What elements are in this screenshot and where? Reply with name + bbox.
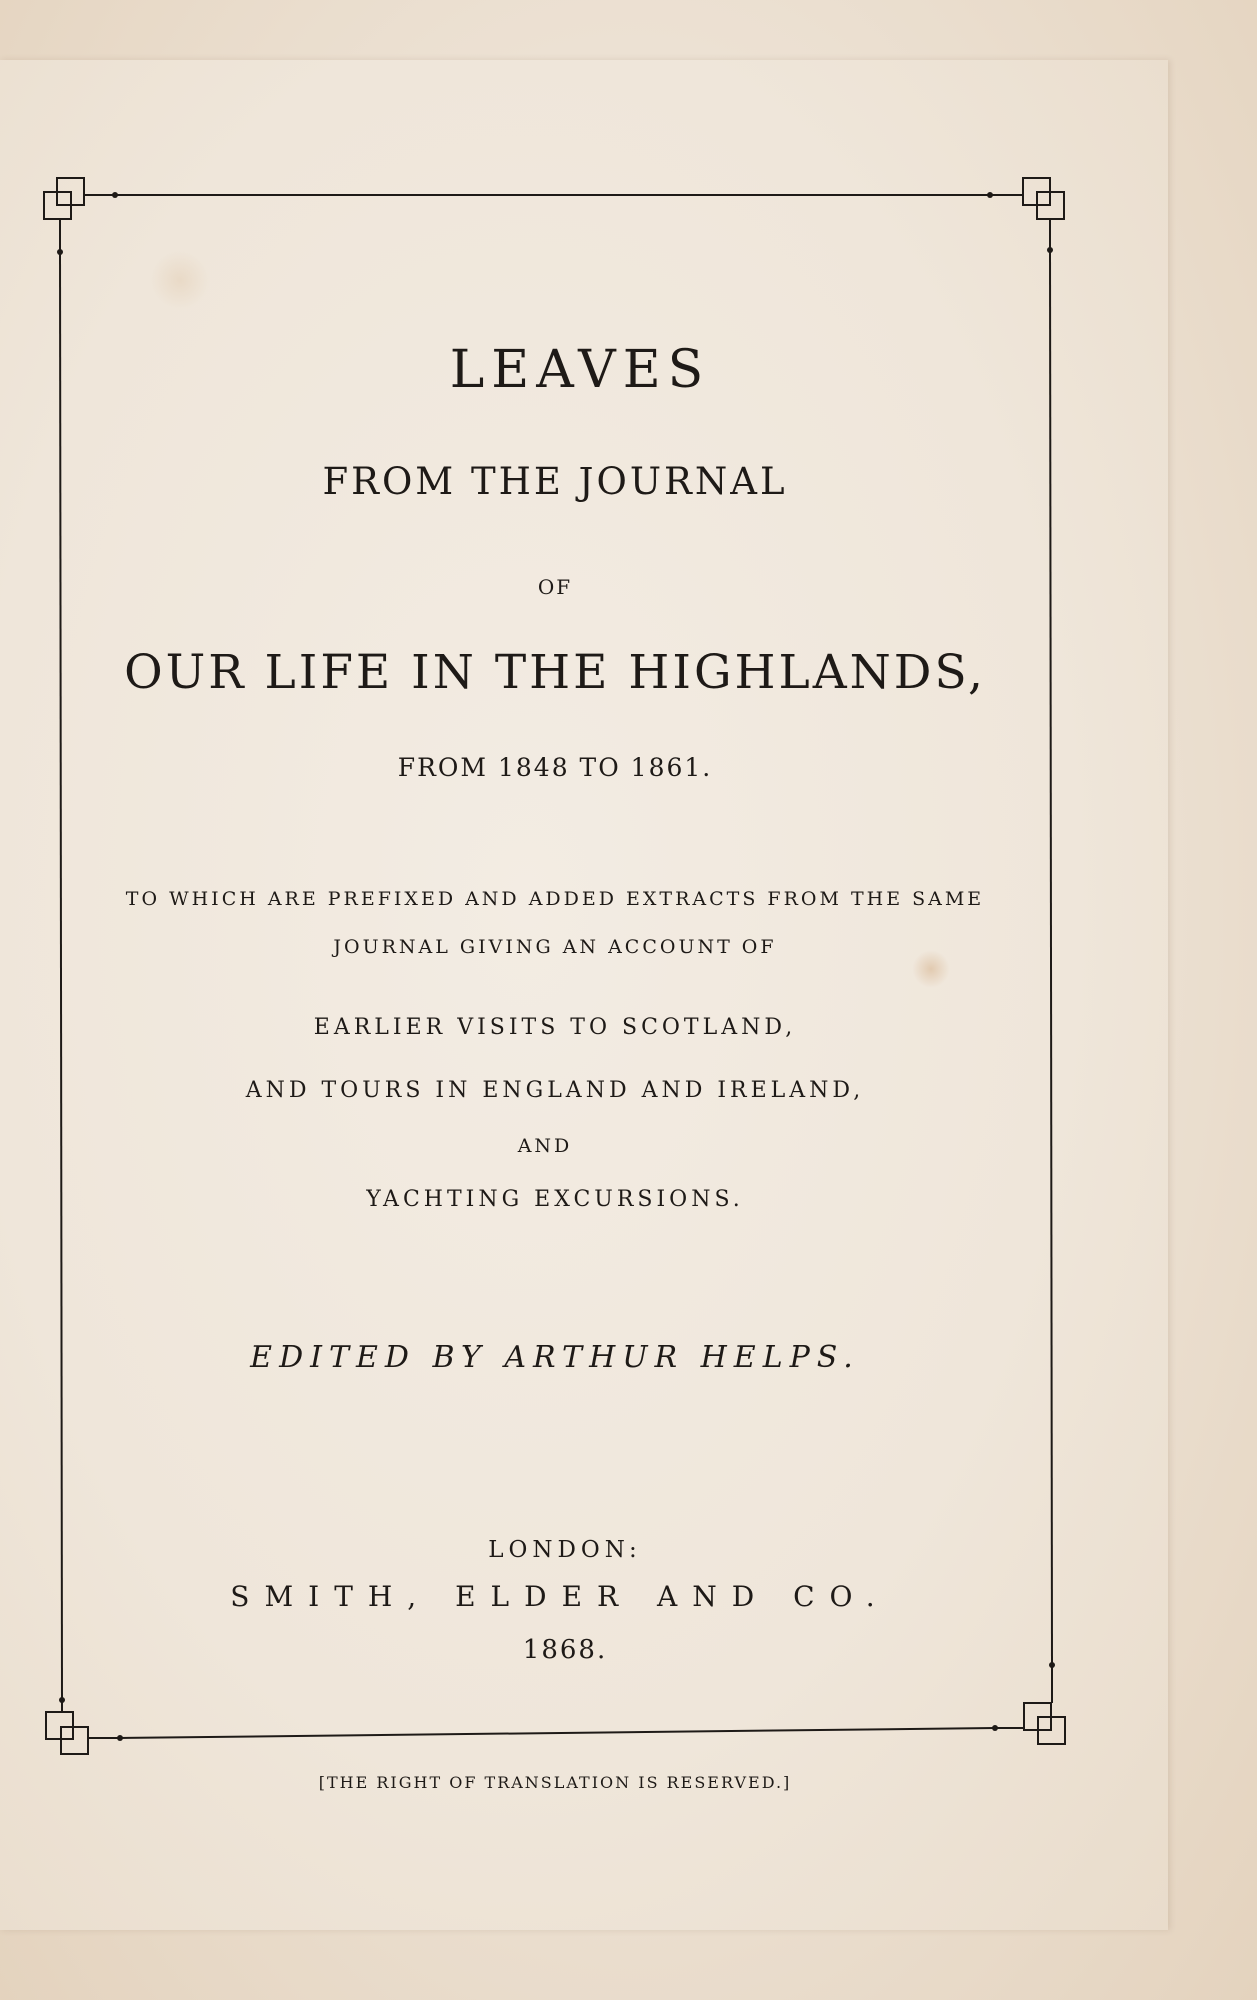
editor-credit: EDITED BY ARTHUR HELPS. — [250, 1340, 860, 1375]
contents-line-tours: AND TOURS IN ENGLAND AND IRELAND, — [245, 1078, 865, 1103]
prefix-text-line-2: JOURNAL GIVING AN ACCOUNT OF — [333, 936, 777, 958]
publisher-name: SMITH, ELDER AND CO. — [230, 1580, 890, 1613]
contents-line-and: AND — [517, 1135, 573, 1157]
contents-line-earlier-visits: EARLIER VISITS TO SCOTLAND, — [313, 1015, 797, 1040]
publication-year: 1868. — [522, 1635, 608, 1665]
corner-ornament-bottom-right — [995, 1665, 1065, 1744]
date-range: FROM 1848 TO 1861. — [397, 753, 713, 782]
subtitle-our-life: OUR LIFE IN THE HIGHLANDS, — [124, 645, 986, 700]
border-bottom-line — [120, 1728, 995, 1738]
prefix-text-line-1: TO WHICH ARE PREFIXED AND ADDED EXTRACTS FROM THE SAME — [125, 888, 985, 910]
subtitle-connector: OF — [537, 575, 573, 599]
corner-ornament-bottom-left — [46, 1700, 120, 1754]
corner-ornament-top-left — [44, 178, 115, 252]
subtitle-from-the-journal: FROM THE JOURNAL — [322, 460, 788, 503]
contents-line-yachting: YACHTING EXCURSIONS. — [366, 1187, 744, 1212]
book-title: LEAVES — [449, 340, 711, 400]
rights-notice: [THE RIGHT OF TRANSLATION IS RESERVED.] — [318, 1773, 792, 1792]
corner-ornament-top-right — [990, 178, 1064, 250]
imprint-place: LONDON: — [488, 1537, 642, 1563]
